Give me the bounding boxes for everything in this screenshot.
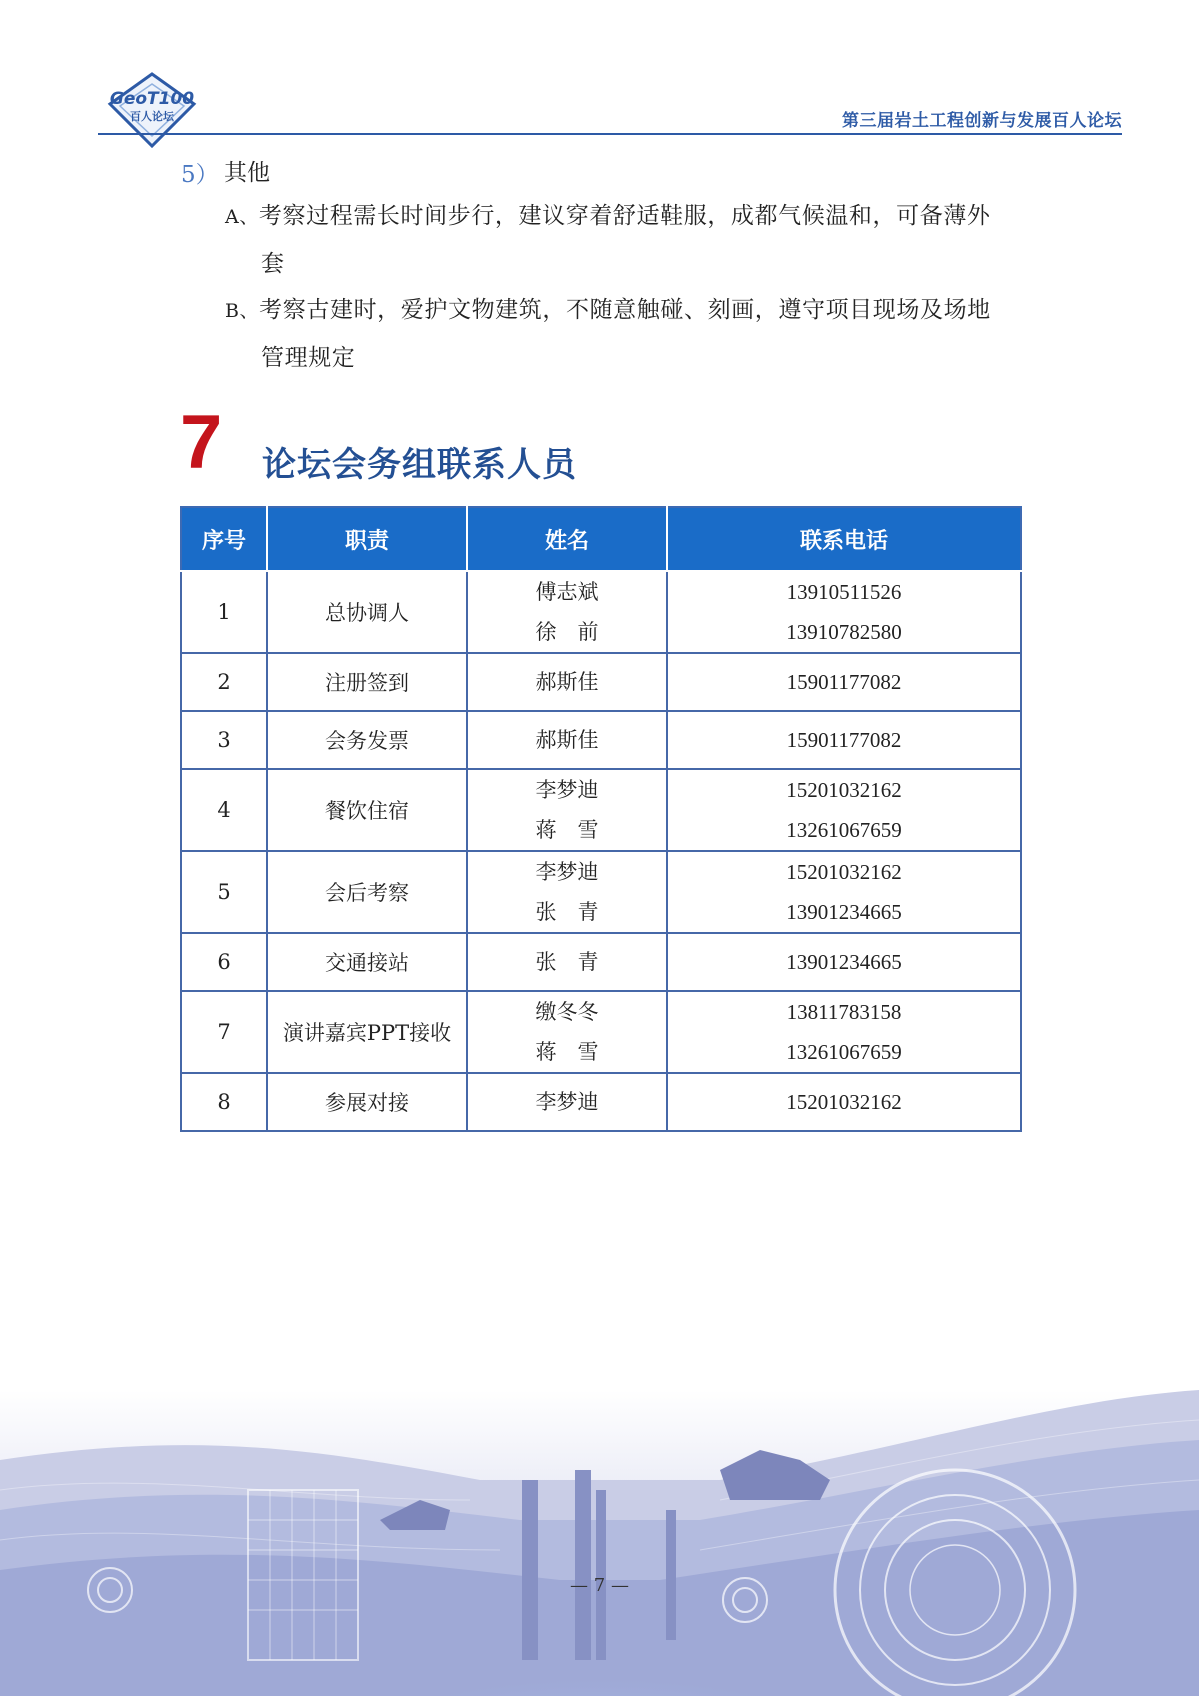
cell-phones [667,769,1021,851]
table-row [181,991,1021,1073]
contact-phone: 13910511526 [786,580,902,604]
contact-name: 蒋 雪 [535,818,599,842]
cell-role: 参展对接 [267,1073,467,1131]
paragraph-label: B、 [225,300,260,322]
cell-role: 会务发票 [267,711,467,769]
cell-role: 交通接站 [267,933,467,991]
cell-phones [667,851,1021,933]
cell-names [467,571,667,653]
paragraph-label: A、 [225,206,259,228]
cell-no: 8 [181,1073,267,1131]
cell-no: 3 [181,711,267,769]
contact-name: 郝斯佳 [535,670,599,694]
cell-names [467,991,667,1073]
cell-no: 5 [181,851,267,933]
cell-role: 总协调人 [267,571,467,653]
cell-names [467,711,667,769]
contact-phone: 13901234665 [786,900,902,924]
contact-phone: 13811783158 [786,1000,902,1024]
header-no: 序号 [181,507,267,571]
contact-phone: 15201032162 [786,778,902,802]
item-number: 5） [181,162,219,188]
contact-name: 徐 前 [535,620,599,644]
table-row [181,571,1021,653]
table-row [181,1073,1021,1131]
geot100-logo [106,72,198,148]
cell-names [467,769,667,851]
cell-phones [667,933,1021,991]
paragraph-a [225,193,1025,288]
contact-phone: 15201032162 [786,1090,902,1114]
paragraph-b [225,287,1025,382]
cell-phones [667,653,1021,711]
header-phone: 联系电话 [667,507,1021,571]
cell-names [467,851,667,933]
header-title: 第三届岩土工程创新与发展百人论坛 [842,111,1122,131]
table-row [181,851,1021,933]
header-name: 姓名 [467,507,667,571]
section-number: 7 [180,400,223,485]
contact-name: 郝斯佳 [535,728,599,752]
contacts-table [180,506,1022,1132]
contact-phone: 15201032162 [786,860,902,884]
cell-phones [667,991,1021,1073]
header-role: 职责 [267,507,467,571]
contact-name: 张 青 [535,900,599,924]
paragraph-text: 考察古建时，爱护文物建筑，不随意触碰、刻画，遵守项目现场及场地 [259,297,991,323]
cell-phones [667,711,1021,769]
contact-name: 张 青 [535,950,599,974]
contact-name: 缴冬冬 [535,1000,599,1024]
contact-phone: 15901177082 [786,670,902,694]
contact-phone: 13910782580 [786,620,902,644]
contact-name: 李梦迪 [535,778,599,802]
cell-role: 演讲嘉宾PPT接收 [267,991,467,1073]
table-row [181,933,1021,991]
footer-illustration [0,1390,1199,1696]
table-row [181,769,1021,851]
contact-phone: 15901177082 [786,728,902,752]
table-row [181,711,1021,769]
item-title: 其他 [224,160,270,186]
contact-name: 傅志斌 [535,580,599,604]
cell-phones [667,571,1021,653]
cell-role: 餐饮住宿 [267,769,467,851]
cell-role: 会后考察 [267,851,467,933]
cell-names [467,1073,667,1131]
page-number: — 7 — [570,1575,629,1596]
logo-subtext: 百人论坛 [130,110,174,123]
cell-no: 2 [181,653,267,711]
contact-name: 李梦迪 [535,1090,599,1114]
contact-phone: 13261067659 [786,818,902,842]
section-title: 论坛会务组联系人员 [262,445,577,485]
logo-wordmark: GeoT100 [109,89,195,109]
table-row [181,653,1021,711]
cell-no: 4 [181,769,267,851]
cell-no: 6 [181,933,267,991]
cell-names [467,653,667,711]
contact-phone: 13901234665 [786,950,902,974]
table-header-row [181,507,1021,571]
cell-no: 1 [181,571,267,653]
contact-phone: 13261067659 [786,1040,902,1064]
contact-name: 蒋 雪 [535,1040,599,1064]
paragraph-continuation: 管理规定 [261,345,356,371]
paragraph-continuation: 套 [261,251,285,277]
header-divider [98,133,1122,135]
cell-phones [667,1073,1021,1131]
cell-no: 7 [181,991,267,1073]
paragraph-text: 考察过程需长时间步行，建议穿着舒适鞋服，成都气候温和，可备薄外 [258,203,991,229]
contact-name: 李梦迪 [535,860,599,884]
cell-names [467,933,667,991]
cell-role: 注册签到 [267,653,467,711]
